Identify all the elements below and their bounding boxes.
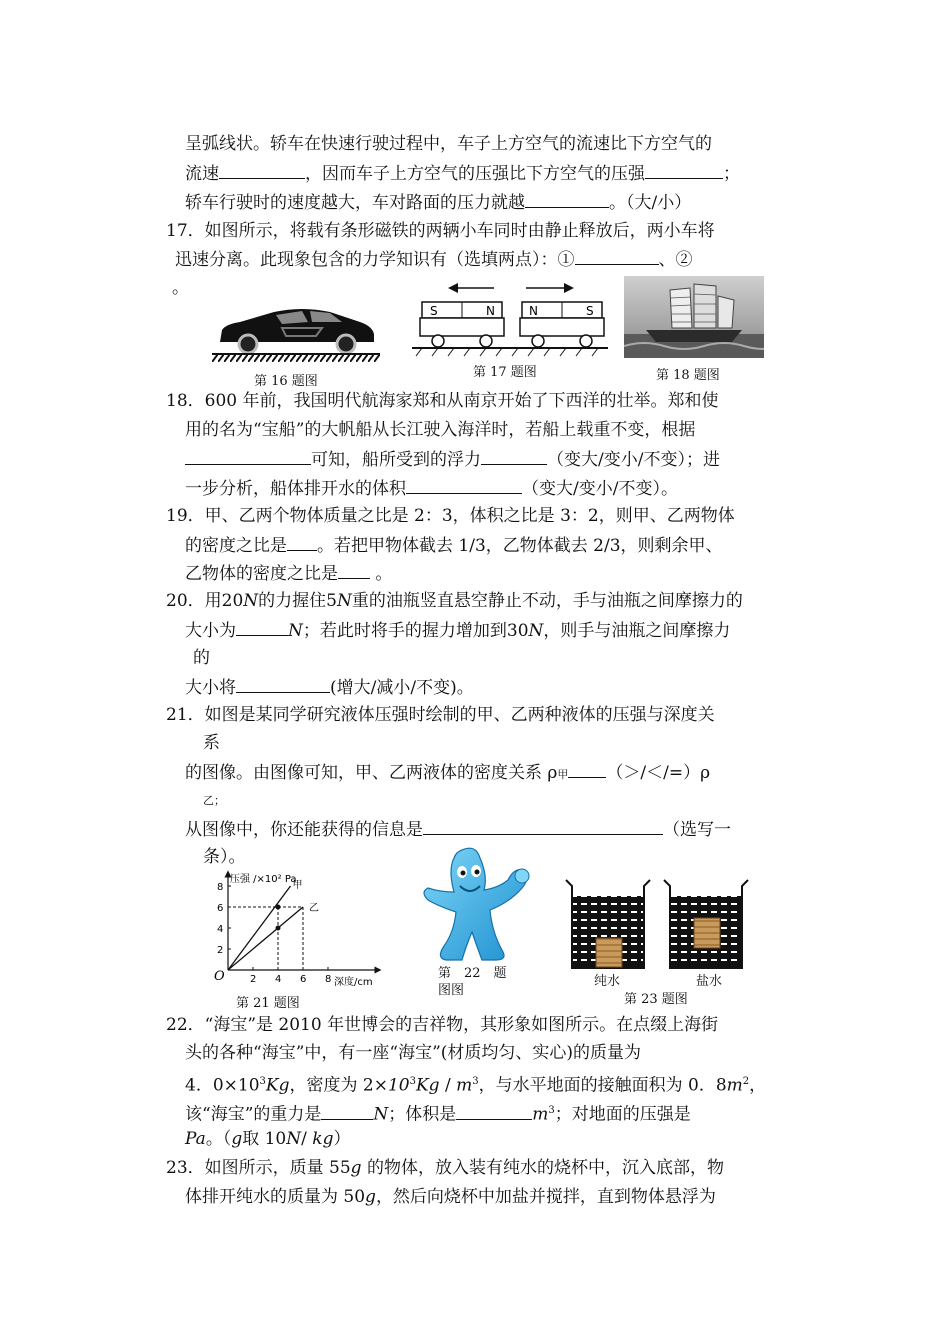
fig22-caption-1: 第 22 题 [438,966,507,981]
q21-line2: 系 [203,733,220,753]
q19-blank-1[interactable] [287,534,317,551]
haibao-figure [418,846,534,964]
q20-line1: 20．用20N的力握住5N重的油瓶竖直悬空静止不动，手与油瓶之间摩擦力的 [166,591,743,611]
treasure-ship-figure [624,276,764,358]
q16-blank-3[interactable] [525,191,609,208]
q18-blank-2[interactable] [481,448,547,465]
road-surface [212,354,380,362]
q16-line3: 轿车行驶时的速度越大，车对路面的压力就越 。（大/小） [185,193,692,213]
q22-line2: 头的各种“海宝”中，有一座“海宝”(材质均匀、实心)的质量为 [185,1043,642,1063]
q21-line6: 条）。 [203,847,246,867]
beaker-salt-water [664,880,748,968]
beakers-figure [560,876,760,972]
data-point [276,926,281,931]
beaker-pure-water [566,880,650,968]
q20-line4: 大小将 (增大/减小/不变)。 [185,678,474,698]
q20-blank-1[interactable] [236,619,288,636]
q17-line1: 17．如图所示，将载有条形磁铁的两辆小车同时由静止释放后，两小车将 [166,221,715,241]
q21-blank-2[interactable] [423,818,663,835]
q21-line1: 21．如图是某同学研究液体压强时绘制的甲、乙两种液体的压强与深度关 [166,705,715,725]
q22-line4: 该“海宝”的重力是 N；体积是 $m^3$；对地面的压强是 [185,1104,691,1125]
data-point [276,905,281,910]
q21-line4: 乙； [203,794,225,807]
q23-line1: 23．如图所示，质量 55g 的物体，放入装有纯水的烧杯中，沉入底部，物 [166,1158,724,1178]
fig23-caption: 第 23 题图 [624,992,688,1007]
q22-line1: 22．“海宝”是 2010 年世博会的吉祥物，其形象如图所示。在点缀上海街 [166,1015,719,1035]
q21-line5: 从图像中，你还能获得的信息是 （选写一 [185,820,731,840]
y-tick-label: 8 [217,882,224,893]
q17-blank-1[interactable] [575,248,659,265]
x-tick-label: 2 [250,974,257,985]
q22-line3: 4．$0\times 10^3Kg$，密度为 $2\times 10^3Kg / m^3$，与水平地面的接触面积为 0．$8m^2$， [185,1075,767,1096]
q19-line1: 19．甲、乙两个物体质量之比是 2：3，体积之比是 3：2，则甲、乙两物体 [166,506,735,526]
fig17-caption: 第 17 题图 [473,365,537,380]
q18-line4: 一步分析，船体排开水的体积 （变大/变小/不变）。 [185,479,678,499]
q20-line2: 大小为 N；若此时将手的握力增加到30N，则手与油瓶之间摩擦力 [185,621,731,641]
q20-line3: 的 [193,648,210,668]
q17-line3: 。 [172,278,189,298]
arrow-right-icon [526,283,574,293]
haibao-mascot-icon [424,848,529,960]
q22-blank-1[interactable] [321,1103,373,1120]
series-label-1: 乙 [309,903,319,914]
beaker1-label: 纯水 [594,974,621,989]
car-figure [212,298,380,364]
block-suspended [694,918,720,948]
q19-line2: 的密度之比是 。若把甲物体截去 1/3，乙物体截去 2/3，则剩余甲、 [185,536,723,556]
q18-line1: 18．600 年前，我国明代航海家郑和从南京开始了下西洋的壮举。郑和使 [166,391,719,411]
y-tick-label: 4 [217,924,224,935]
q16-blank-2[interactable] [645,162,723,179]
q23-line2: 体排开纯水的质量为 50g，然后向烧杯中加盐并搅拌，直到物体悬浮为 [185,1187,716,1207]
q17-line2: 迅速分离。此现象包含的力学知识有（选填两点）：① 、② [175,250,693,270]
cart-1 [420,318,504,336]
fig22-caption-2: 图图 [438,983,465,998]
cart-2 [520,318,604,336]
q22-line5: Pa。（g取 10N/ kg） [185,1129,351,1149]
fig18-caption: 第 18 题图 [656,368,720,383]
q18-blank-3[interactable] [406,477,522,494]
y-tick-label: 6 [217,903,224,914]
beaker2-label: 盐水 [696,974,723,989]
q18-line2: 用的名为“宝船”的大帆船从长江驶入海洋时，若船上载重不变，根据 [185,420,696,440]
x-tick-label: 8 [325,974,332,985]
series-label-0: 甲 [292,880,303,891]
y-axis-label: 压强 /×10² Pa [230,874,297,885]
magnet-1-n-label: N [486,304,495,318]
arrow-left-icon [448,283,494,293]
magnet-carts-figure [412,278,608,360]
q20-blank-2[interactable] [236,676,330,693]
q16-line2: 流速 ，因而车子上方空气的压强比下方空气的压强 ； [185,164,740,184]
q16-line1: 呈弧线状。轿车在快速行驶过程中，车子上方空气的流速比下方空气的 [185,134,712,154]
pressure-depth-chart [208,868,388,990]
q19-blank-2[interactable] [338,562,370,579]
q21-blank-1[interactable] [568,761,606,778]
magnet-2-s-label: S [586,304,594,318]
origin-label: O [214,969,225,984]
y-tick-label: 2 [217,945,224,956]
fig16-caption: 第 16 题图 [254,374,318,389]
fig21-caption: 第 21 题图 [236,996,300,1011]
q19-line3: 乙物体的密度之比是 。 [185,564,393,584]
x-axis-label: 深度/cm [334,977,373,988]
series-line-0 [228,886,291,970]
x-tick-label: 4 [275,974,282,985]
q16-blank-1[interactable] [219,162,305,179]
q18-blank-1[interactable] [185,448,311,465]
block-sunk [596,938,622,967]
q18-line3: 可知，船所受到的浮力 （变大/变小/不变）；进 [185,448,720,471]
x-tick-label: 6 [300,974,307,985]
wheels [432,335,592,347]
q21-line3: 的图像。由图像可知，甲、乙两液体的密度关系 ρ甲 （＞/＜/=）ρ [185,763,711,783]
magnet-2-n-label: N [529,304,538,318]
magnet-1-s-label: S [430,304,438,318]
q22-blank-2[interactable] [456,1103,532,1120]
series-line-1 [228,907,303,970]
car-icon [220,309,374,353]
